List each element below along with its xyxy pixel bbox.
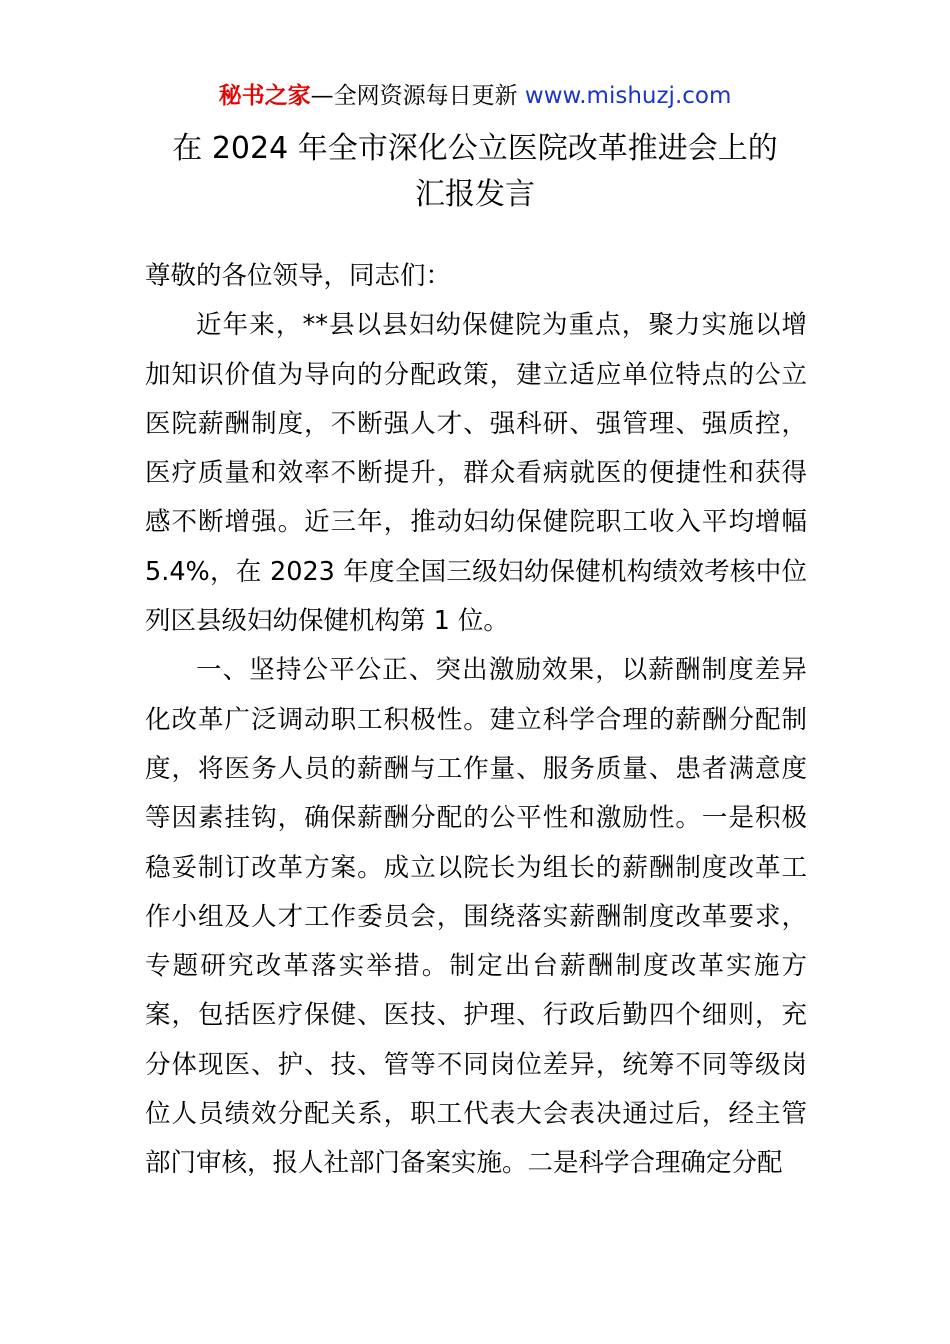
salutation: 尊敬的各位领导，同志们： <box>145 261 452 291</box>
document-title <box>0 126 950 218</box>
banner-brand: 秘书之家 <box>218 83 311 109</box>
title-line-1: 在 2024 年全市深化公立医院改革推进会上的 <box>172 131 778 166</box>
site-banner <box>0 80 950 112</box>
paragraph-intro: 近年来，**县以县妇幼保健院为重点，聚力实施以增加知识价值为导向的分配政策，建立适应单位特点的公立医院薪酬制度，不断强人才、强科研、强管理、强质控，医疗质量和效率不断提升，群众看病就医的便捷性和获得感不断增强。近三年，推动妇幼保健院职工收入平均增幅 5.4%，在 2023 年度全国三级妇幼保健机构绩效考核中位列区县级妇幼保健机构第 1 位。 <box>145 310 807 637</box>
banner-url-link[interactable]: www.mishuzj.com <box>524 83 732 109</box>
title-line-2: 汇报发言 <box>415 177 535 212</box>
document-body <box>145 252 807 1189</box>
paragraph-section-1: 一、坚持公平公正、突出激励效果，以薪酬制度差异化改革广泛调动职工积极性。建立科学合理的薪酬分配制度，将医务人员的薪酬与工作量、服务质量、患者满意度等因素挂钩，确保薪酬分配的公平性和激励性。一是积极稳妥制订改革方案。成立以院长为组长的薪酬制度改革工作小组及人才工作委员会，围绕落实薪酬制度改革要求，专题研究改革落实举措。制定出台薪酬制度改革实施方案，包括医疗保健、医技、护理、行政后勤四个细则，充分体现医、护、技、管等不同岗位差异，统筹不同等级岗位人员绩效分配关系，职工代表大会表决通过后，经主管部门审核，报人社部门备案实施。二是科学合理确定分配 <box>145 655 807 1179</box>
banner-slogan: —全网资源每日更新 <box>310 83 518 109</box>
